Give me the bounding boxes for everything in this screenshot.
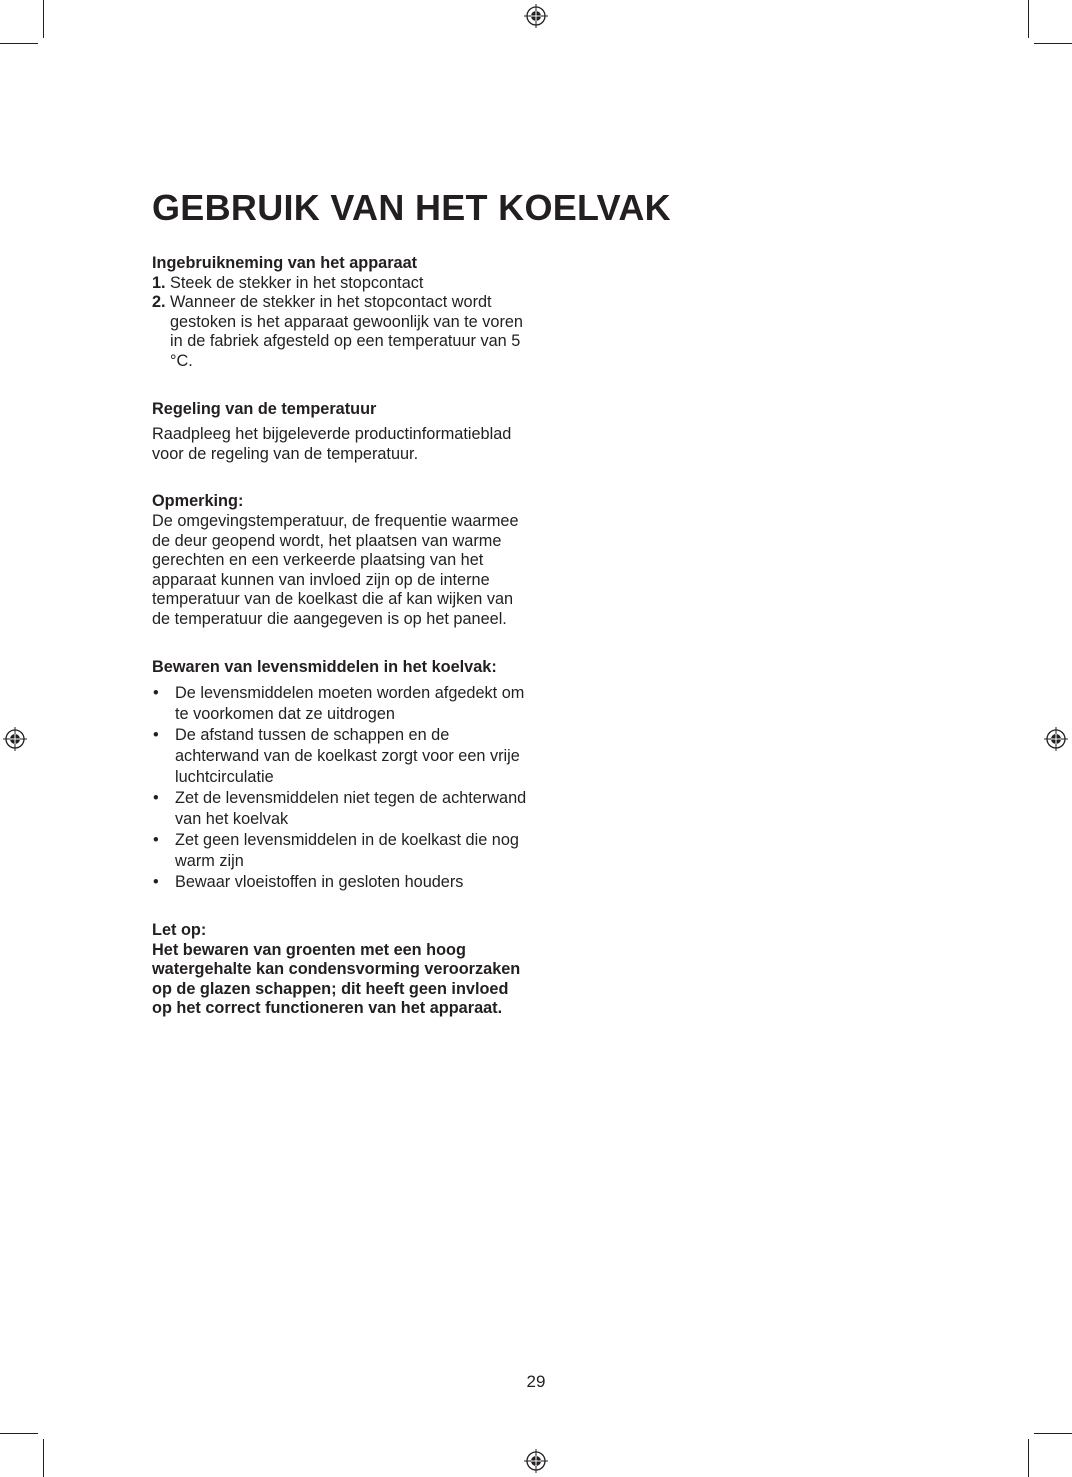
page-number: 29 [526, 1372, 546, 1391]
crop-mark-top-right-v [1028, 0, 1029, 38]
section-regeling [152, 400, 532, 465]
registration-mark-icon [524, 1449, 548, 1473]
step-text: Steek de stekker in het stopcontact [170, 273, 424, 292]
step-item [152, 274, 532, 294]
crop-mark-bottom-left-v [43, 1439, 44, 1477]
main-content [152, 186, 671, 1019]
list-item: • De levensmiddelen moeten worden afgedekt om te voorkomen dat ze uitdrogen [152, 683, 532, 725]
registration-mark-icon [3, 727, 27, 751]
page-title: GEBRUIK VAN HET KOELVAK [152, 187, 671, 228]
step-number: 2. [152, 293, 166, 312]
section-heading: Opmerking: [152, 492, 244, 511]
list-item: • Zet geen levensmiddelen in de koelkast die nog warm zijn [152, 830, 532, 872]
list-item: • Bewaar vloeistoffen in gesloten houders [152, 872, 532, 893]
section-heading: Let op: [152, 921, 207, 940]
section-let-op [152, 921, 532, 1019]
section-heading: Ingebruikneming van het apparaat [152, 254, 418, 272]
crop-mark-top-left-v [43, 0, 44, 38]
section-bewaren [152, 658, 532, 894]
crop-mark-top-right-h [1034, 43, 1072, 44]
list-item: • De afstand tussen de schappen en de achterwand van de koelkast zorgt voor een vrije luchtcirculatie [152, 725, 532, 788]
step-item [152, 293, 532, 371]
registration-mark-icon [1044, 727, 1068, 751]
warning-text: Het bewaren van groenten met een hoog watergehalte kan condensvorming veroorzaken op de glazen schappen; dit heeft geen invloed op het correct functioneren van het apparaat. [152, 940, 521, 1018]
registration-mark-icon [524, 4, 548, 28]
section-opmerking [152, 492, 532, 629]
steps-list [152, 274, 532, 372]
step-number: 1. [152, 273, 166, 292]
section-body: De omgevingstemperatuur, de frequentie waarmee de deur geopend wordt, het plaatsen van warme gerechten en een verkeerde plaatsing van het apparaat kunnen van invloed zijn op de interne temperatuur van de koelkast die af kan wijken van de temperatuur die aangegeven is op het paneel. [152, 511, 519, 628]
step-text: Wanneer de stekker in het stopcontact wordt gestoken is het apparaat gewoonlijk van te voren in de fabriek afgesteld op een temperatuur van 5 °C. [170, 293, 523, 370]
bullet-list [152, 683, 532, 893]
crop-mark-top-left-h [0, 43, 38, 44]
section-heading: Regeling van de temperatuur [152, 399, 377, 418]
section-ingebruikneming [152, 254, 532, 372]
crop-mark-bottom-right-h [1034, 1433, 1072, 1434]
crop-mark-bottom-right-v [1028, 1439, 1029, 1477]
crop-mark-bottom-left-h [0, 1433, 38, 1434]
list-item: • Zet de levensmiddelen niet tegen de achterwand van het koelvak [152, 788, 532, 830]
section-heading: Bewaren van levensmiddelen in het koelvak: [152, 657, 497, 676]
section-body: Raadpleeg het bijgeleverde productinformatieblad voor de regeling van de temperatuur. [152, 425, 512, 463]
